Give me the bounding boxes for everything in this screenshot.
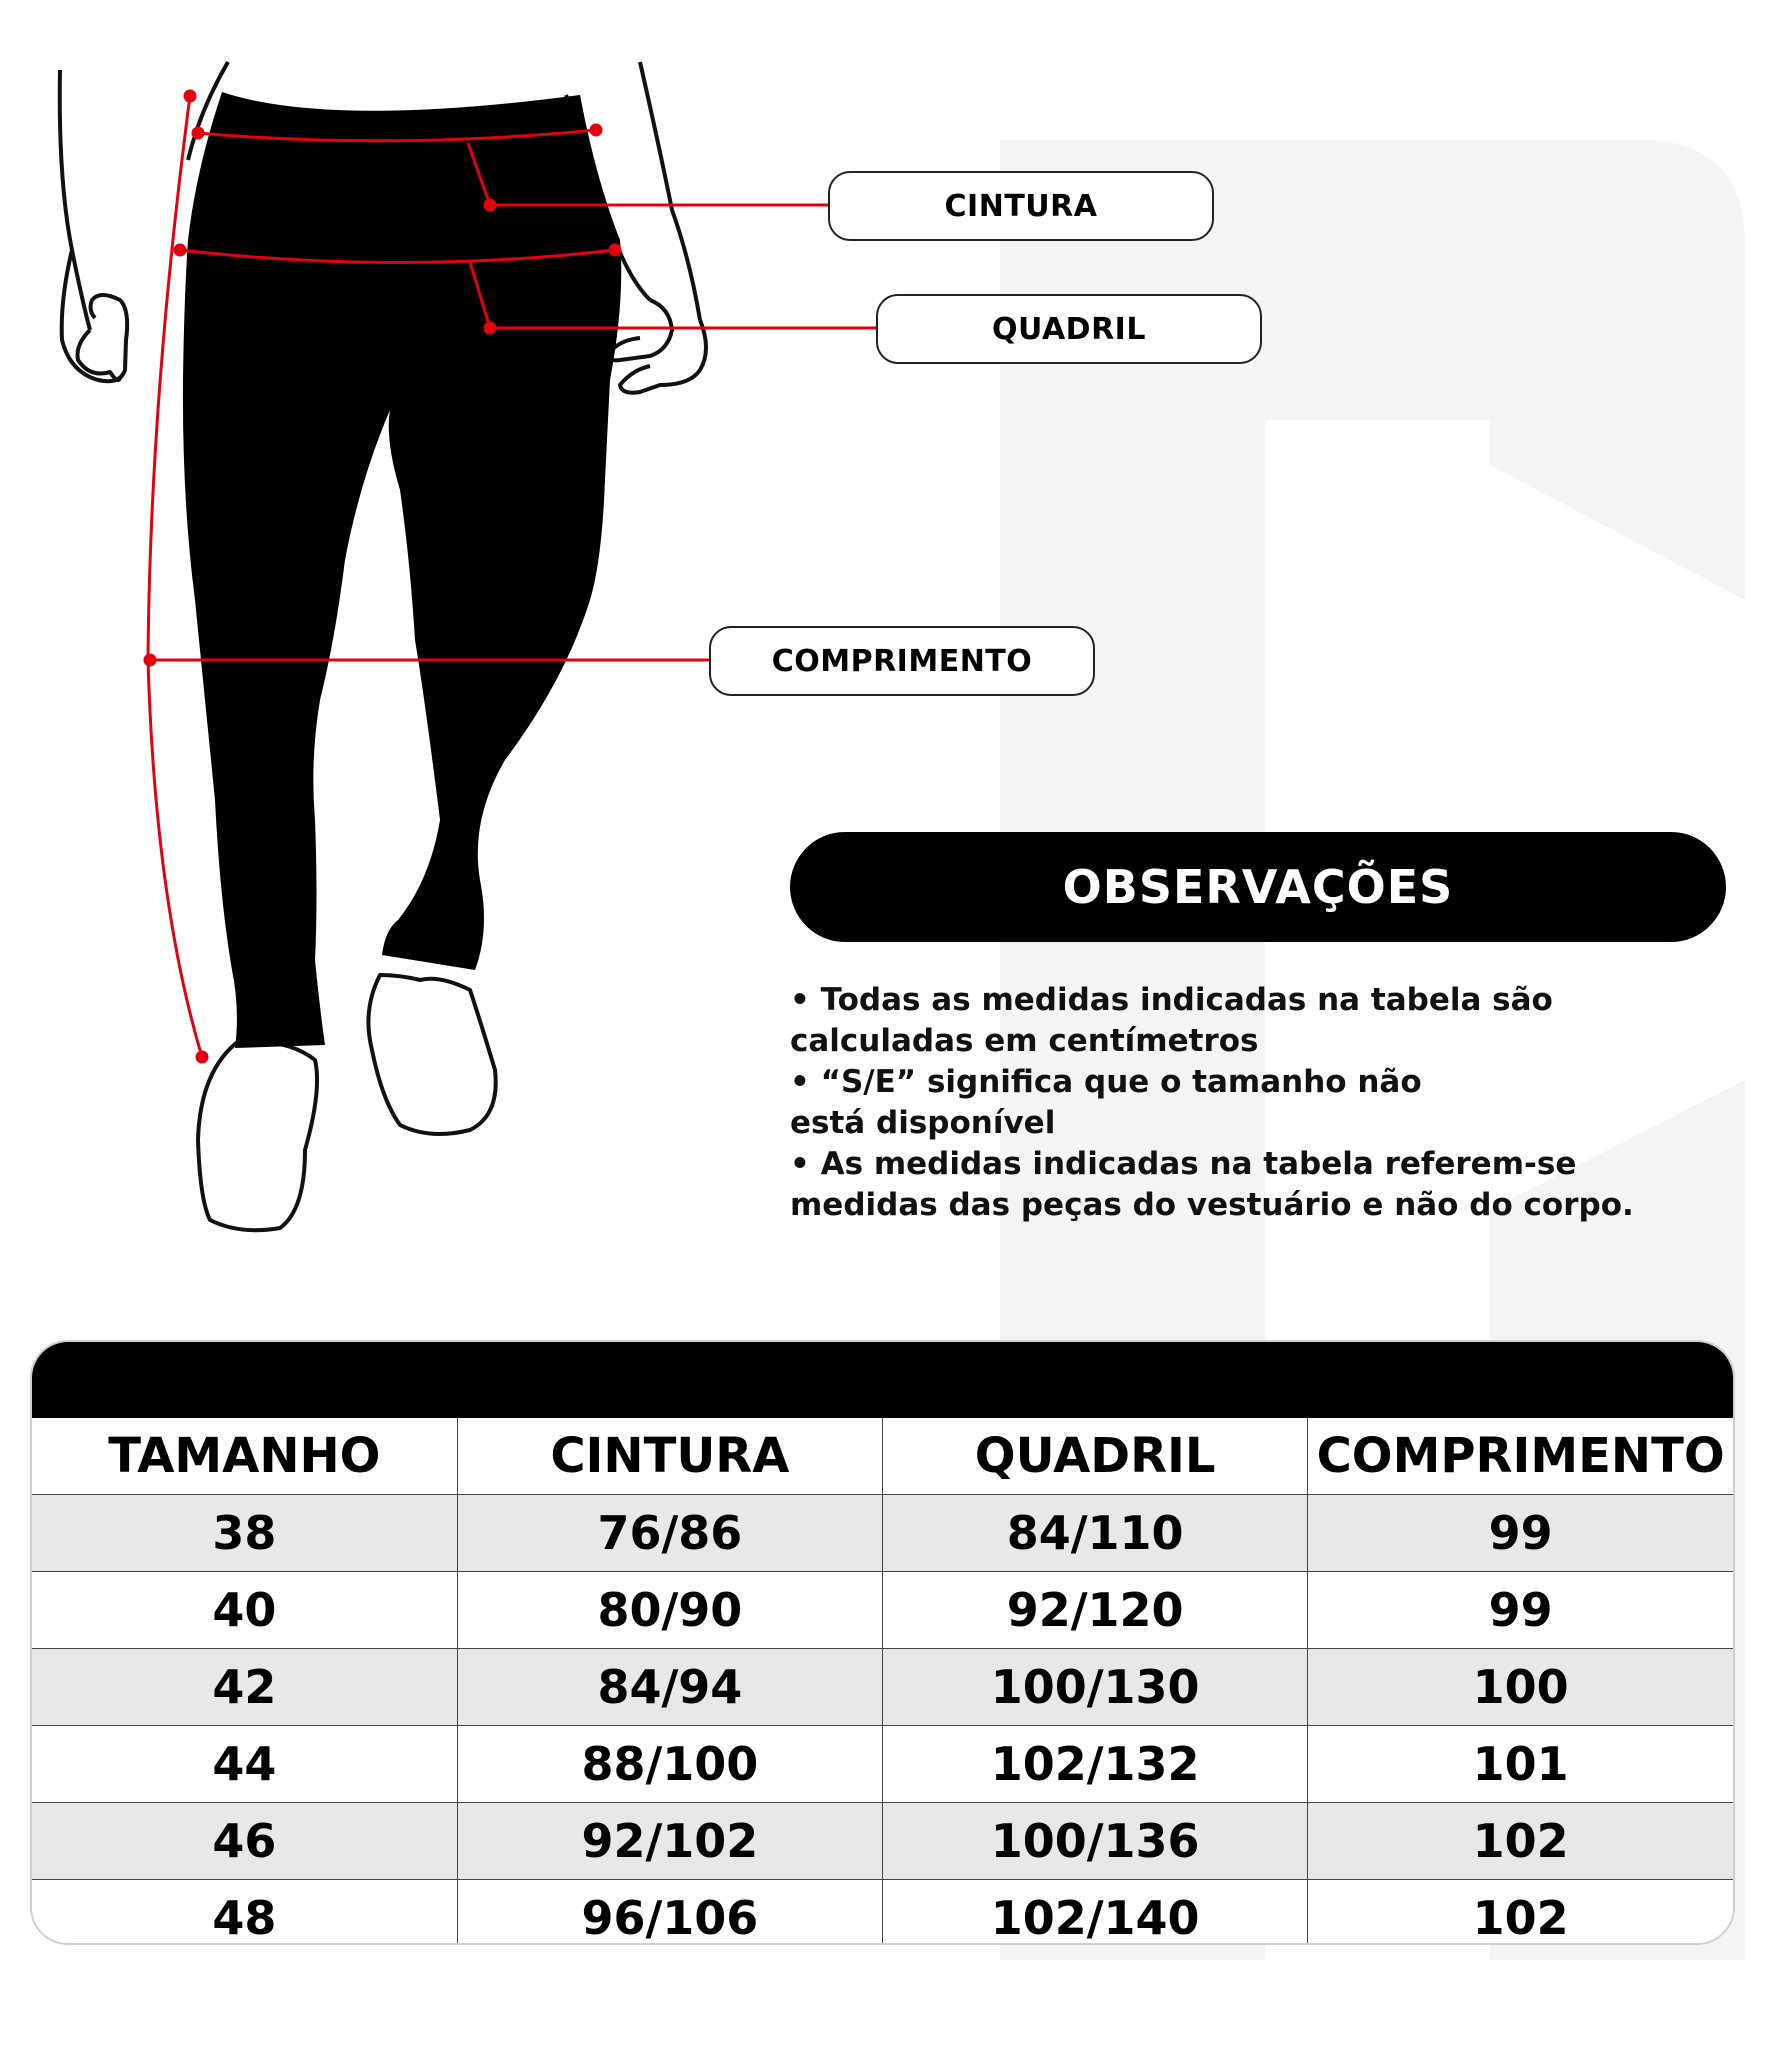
cell-waist: 88/100 <box>457 1726 882 1803</box>
header-hip: QUADRIL <box>883 1418 1308 1495</box>
observations-list <box>790 980 1750 1226</box>
cell-size: 44 <box>32 1726 457 1803</box>
table-header-bar <box>32 1342 1733 1418</box>
size-table <box>30 1340 1735 1945</box>
table-row <box>32 1880 1733 1946</box>
cell-length: 100 <box>1308 1649 1733 1726</box>
observation-line: medidas das peças do vestuário e não do corpo. <box>790 1187 1634 1223</box>
cell-size: 40 <box>32 1572 457 1649</box>
observation-line: • As medidas indicadas na tabela referem-se <box>790 1146 1577 1182</box>
cell-hip: 92/120 <box>883 1572 1308 1649</box>
header-length: COMPRIMENTO <box>1308 1418 1733 1495</box>
cell-hip: 100/130 <box>883 1649 1308 1726</box>
cell-waist: 84/94 <box>457 1649 882 1726</box>
cell-length: 99 <box>1308 1572 1733 1649</box>
waist-label: CINTURA <box>828 171 1214 241</box>
pants-silhouette <box>183 92 621 1048</box>
observation-line: • “S/E” significa que o tamanho não <box>790 1064 1422 1100</box>
header-size: TAMANHO <box>32 1418 457 1495</box>
cell-length: 102 <box>1308 1803 1733 1880</box>
observations-title: OBSERVAÇÕES <box>790 832 1726 942</box>
cell-waist: 96/106 <box>457 1880 882 1946</box>
cell-hip: 100/136 <box>883 1803 1308 1880</box>
cell-length: 102 <box>1472 1891 1569 1945</box>
table-row <box>32 1649 1733 1726</box>
observation-line: • Todas as medidas indicadas na tabela são <box>790 982 1553 1018</box>
observation-line: está disponível <box>790 1105 1056 1141</box>
table-row <box>32 1572 1733 1649</box>
length-label: COMPRIMENTO <box>709 626 1095 696</box>
cell-hip: 102/140 <box>883 1880 1308 1946</box>
cell-size: 46 <box>32 1803 457 1880</box>
cell-hip: 102/132 <box>883 1726 1308 1803</box>
table-row <box>32 1495 1733 1572</box>
cell-size: 38 <box>32 1495 457 1572</box>
table-row <box>32 1726 1733 1803</box>
cell-size: 42 <box>32 1649 457 1726</box>
header-waist: CINTURA <box>457 1418 882 1495</box>
cell-hip: 84/110 <box>883 1495 1308 1572</box>
table-header-row <box>32 1418 1733 1495</box>
cell-length: 101 <box>1308 1726 1733 1803</box>
cell-waist: 80/90 <box>457 1572 882 1649</box>
hip-label: QUADRIL <box>876 294 1262 364</box>
cell-waist: 76/86 <box>457 1495 882 1572</box>
cell-waist: 92/102 <box>457 1803 882 1880</box>
table-row <box>32 1803 1733 1880</box>
observation-line: calculadas em centímetros <box>790 1023 1259 1059</box>
cell-length: 99 <box>1308 1495 1733 1572</box>
cell-size: 48 <box>32 1880 457 1946</box>
